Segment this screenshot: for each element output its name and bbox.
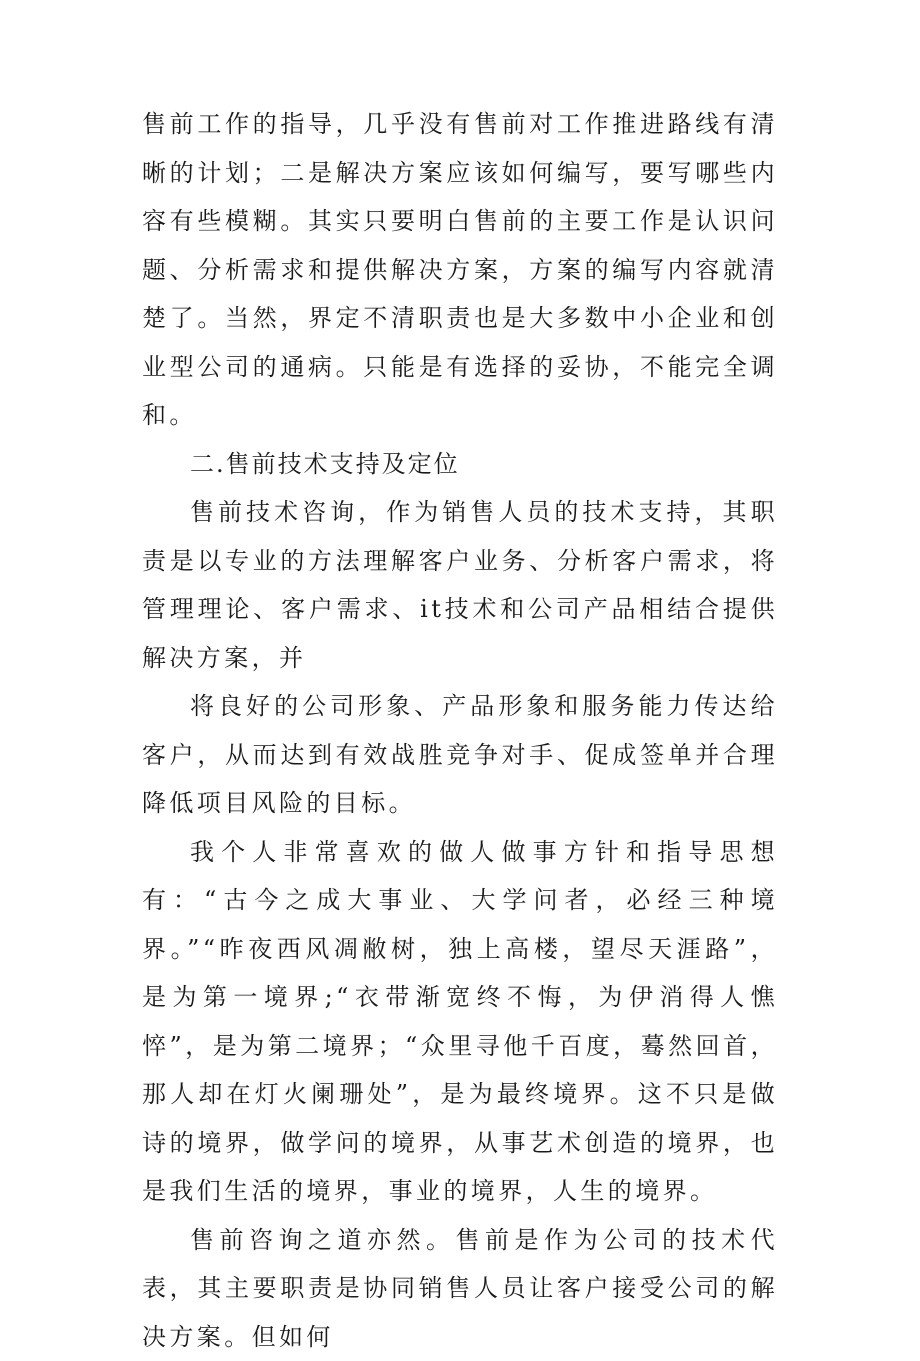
paragraph: 售前咨询之道亦然。售前是作为公司的技术代表，其主要职责是协同销售人员让客户接受公司的解决方案。但如何 [142,1216,778,1361]
paragraph: 我个人非常喜欢的做人做事方针和指导思想有：“古今之成大事业、大学问者，必经三种境界。”“昨夜西风凋敝树，独上高楼，望尽天涯路”，是为第一境界;“衣带渐宽终不悔，为伊消得人憔悴”，是为第二境界；“众里寻他千百度，蓦然回首，那人却在灯火阑珊处”，是为最终境界。这不只是做诗的境界，做学问的境界，从事艺术创造的境界，也是我们生活的境界，事业的境界，人生的境界。 [142,828,778,1216]
paragraph-continuation: 售前工作的指导，几乎没有售前对工作推进路线有清晰的计划；二是解决方案应该如何编写，要写哪些内容有些模糊。其实只要明白售前的主要工作是认识问题、分析需求和提供解决方案，方案的编写内容就清楚了。当然，界定不清职责也是大多数中小企业和创业型公司的通病。只能是有选择的妥协，不能完全调和。 [142,100,778,440]
paragraph: 售前技术咨询，作为销售人员的技术支持，其职责是以专业的方法理解客户业务、分析客户需求，将管理理论、客户需求、it技术和公司产品相结合提供解决方案，并 [142,488,778,682]
paragraph: 将良好的公司形象、产品形象和服务能力传达给客户，从而达到有效战胜竞争对手、促成签单并合理降低项目风险的目标。 [142,682,778,828]
document-body [142,100,778,1361]
section-heading: 二.售前技术支持及定位 [142,440,778,489]
